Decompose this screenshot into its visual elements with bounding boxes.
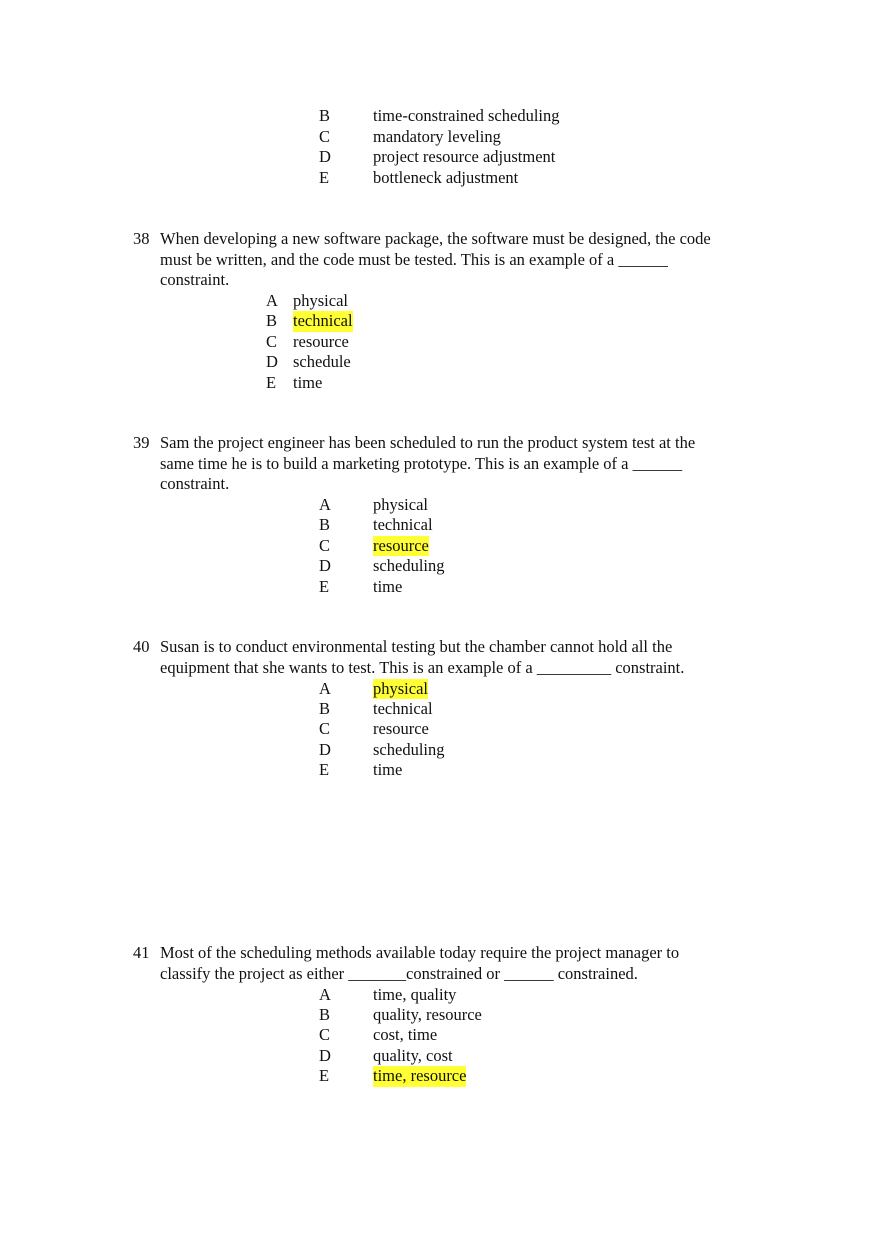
question-line: must be written, and the code must be tested. This is an example of a ______	[160, 249, 668, 269]
question-line: Sam the project engineer has been scheduled to run the product system test at the	[160, 433, 696, 452]
option-letter: D	[319, 739, 331, 759]
option-letter: A	[319, 495, 331, 514]
option-letter: B	[319, 1005, 331, 1024]
question-37-continuation	[0, 106, 880, 196]
option-letter: D	[319, 556, 331, 575]
question-line: classify the project as either _______constrained or ______ constrained.	[160, 963, 638, 983]
option-letter: A	[266, 291, 278, 310]
question-40	[0, 637, 880, 787]
question-line: constraint.	[160, 474, 230, 493]
question-number: 40	[133, 637, 150, 656]
question-line: Susan is to conduct environmental testing but the chamber cannot hold all the	[160, 637, 673, 656]
option-letter: C	[319, 1025, 331, 1044]
option-letter: E	[319, 576, 330, 596]
question-number: 39	[133, 433, 150, 452]
option-text: time	[373, 760, 403, 779]
option-text: project resource adjustment	[373, 147, 556, 166]
option-text-highlighted: resource	[373, 535, 429, 555]
option-text: mandatory leveling	[373, 126, 501, 146]
question-text	[160, 943, 770, 984]
question-number: 41	[133, 943, 150, 962]
option-letter: C	[319, 535, 331, 555]
option-letter: D	[319, 147, 331, 166]
option-letter: E	[319, 167, 330, 187]
question-line: constraint.	[160, 270, 230, 289]
option-text-highlighted: physical	[373, 678, 428, 698]
option-letter: E	[319, 760, 330, 779]
option-text: technical	[373, 515, 433, 534]
question-text	[160, 229, 770, 291]
question-text	[160, 433, 770, 495]
question-line: same time he is to build a marketing prototype. This is an example of a ______	[160, 453, 683, 473]
option-text-highlighted: technical	[293, 311, 353, 330]
question-line: Most of the scheduling methods available today require the project manager to	[160, 943, 680, 962]
question-line: When developing a new software package, the software must be designed, the code	[160, 229, 711, 248]
option-text: resource	[293, 331, 349, 351]
option-text: time	[373, 576, 403, 596]
option-letter: B	[319, 699, 331, 718]
question-text	[160, 637, 770, 678]
option-text: physical	[373, 495, 428, 514]
option-text-highlighted: time, resource	[373, 1066, 467, 1085]
option-text: schedule	[293, 352, 351, 371]
option-text: cost, time	[373, 1025, 438, 1044]
option-letter: A	[319, 678, 331, 698]
option-letter: B	[319, 515, 331, 534]
option-text: quality, resource	[373, 1005, 482, 1024]
option-letter: E	[266, 372, 277, 392]
option-text: technical	[373, 699, 433, 718]
option-text: time, quality	[373, 984, 457, 1004]
question-41	[0, 943, 880, 1093]
option-letter: B	[319, 106, 331, 125]
option-text: time-constrained scheduling	[373, 106, 560, 125]
option-letter: A	[319, 984, 331, 1004]
question-line: equipment that she wants to test. This is an example of a _________ constraint.	[160, 657, 685, 677]
option-letter: C	[319, 126, 331, 146]
option-letter: D	[319, 1045, 331, 1065]
option-letter: C	[319, 719, 331, 738]
option-letter: B	[266, 311, 278, 330]
option-text: physical	[293, 291, 348, 310]
option-text: scheduling	[373, 739, 445, 759]
option-letter: C	[266, 331, 278, 351]
question-39	[0, 433, 880, 603]
question-38	[0, 229, 880, 399]
option-text: quality, cost	[373, 1045, 453, 1065]
option-text: bottleneck adjustment	[373, 167, 519, 187]
option-letter: D	[266, 352, 278, 371]
option-text: resource	[373, 719, 429, 738]
option-text: time	[293, 372, 323, 392]
question-number: 38	[133, 229, 150, 248]
option-text: scheduling	[373, 556, 445, 575]
option-letter: E	[319, 1066, 330, 1085]
